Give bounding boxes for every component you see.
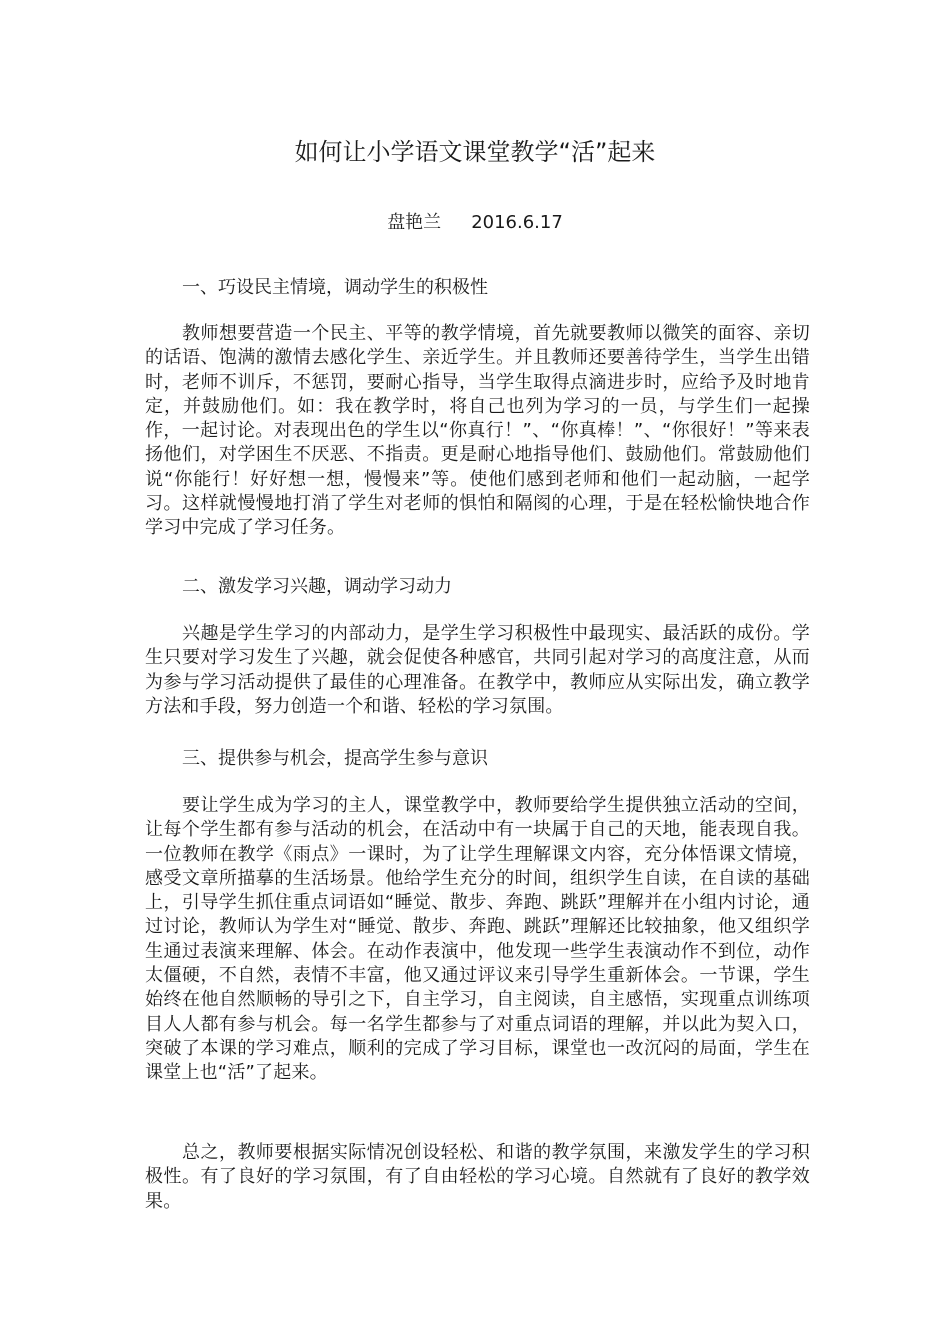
section-paragraph-2: 兴趣是学生学习的内部动力，是学生学习积极性中最现实、最活跃的成份。学生只要对学习发生了兴趣，就会促使各种感官，共同引起对学习的高度注意，从而为参与学习活动提供了最佳的心理准备。在教学中，教师应从实际出发，确立教学方法和手段，努力创造一个和谐、轻松的学习氛围。	[145, 623, 810, 717]
document-title: 如何让小学语文课堂教学“活”起来	[294, 138, 656, 166]
section-heading-1: 一、巧设民主情境，调动学生的积极性	[182, 277, 488, 298]
section-heading-3: 三、提供参与机会，提高学生参与意识	[182, 748, 488, 769]
section-paragraph-1: 教师想要营造一个民主、平等的教学情境，首先就要教师以微笑的面容、亲切的话语、饱满的激情去感化学生、亲近学生。并且教师还要善待学生，当学生出错时，老师不训斥，不惩罚，要耐心指导，当学生取得点滴进步时，应给予及时地肯定，并鼓励他们。如：我在教学时，将自己也列为学习的一员，与学生们一起操作，一起讨论。对表现出色的学生以“你真行！”、“你真棒！”、“你很好！”等来表扬他们，对学困生不厌恶、不指责。更是耐心地指导他们、鼓励他们。常鼓励他们说“你能行！好好想一想，慢慢来”等。使他们感到老师和他们一起动脑，一起学习。这样就慢慢地打消了学生对老师的惧怕和隔阂的心理，于是在轻松愉快地合作学习中完成了学习任务。	[145, 323, 810, 539]
byline	[0, 210, 950, 236]
section-paragraph-3: 要让学生成为学习的主人，课堂教学中，教师要给学生提供独立活动的空间，让每个学生都有参与活动的机会，在活动中有一块属于自己的天地，能表现自我。一位教师在教学《雨点》一课时，为了让学生理解课文内容，充分体悟课文情境，感受文章所描摹的生活场景。他给学生充分的时间，组织学生自读，在自读的基础上，引导学生抓住重点词语如“睡觉、散步、奔跑、跳跃”理解并在小组内讨论，通过讨论，教师认为学生对“睡觉、散步、奔跑、跳跃”理解还比较抽象，他又组织学生通过表演来理解、体会。在动作表演中，他发现一些学生表演动作不到位，动作太僵硬，不自然，表情不丰富，他又通过评议来引导学生重新体会。一节课，学生始终在他自然顺畅的导引之下，自主学习，自主阅读，自主感悟，实现重点训练项目人人都有参与机会。每一名学生都参与了对重点词语的理解，并以此为契入口，突破了本课的学习难点，顺利的完成了学习目标，课堂也一改沉闷的局面，学生在课堂上也“活”了起来。	[145, 795, 810, 1084]
section-heading-2: 二、激发学习兴趣，调动学习动力	[182, 576, 452, 597]
conclusion-paragraph: 总之，教师要根据实际情况创设轻松、和谐的教学氛围，来激发学生的学习积极性。有了良好的学习氛围，有了自由轻松的学习心境。自然就有了良好的教学效果。	[145, 1142, 810, 1212]
publish-date: 2016.6.17	[471, 212, 563, 233]
author-name: 盘艳兰	[387, 212, 442, 233]
